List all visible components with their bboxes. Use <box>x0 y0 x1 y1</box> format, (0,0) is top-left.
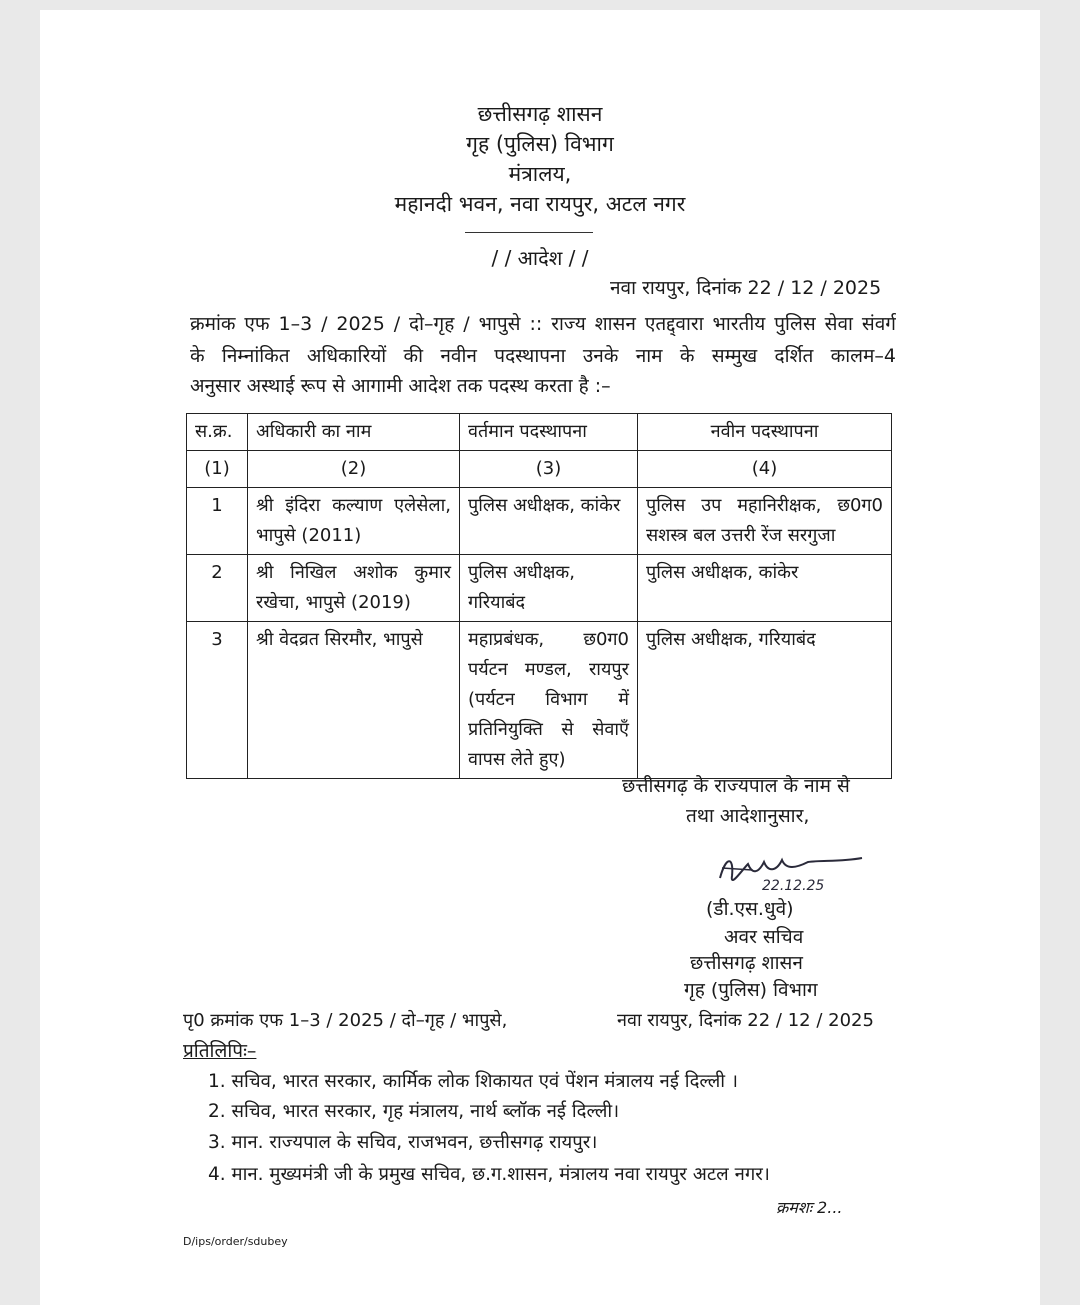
serial-number: 1 <box>187 488 248 555</box>
copy-recipient: 1. सचिव, भारत सरकार, कार्मिक लोक शिकायत एवं पेंशन मंत्रालय नई दिल्ली । <box>208 1071 738 1092</box>
new-posting: पुलिस उप महानिरीक्षक, छ0ग0 सशस्त्र बल उत्तरी रेंज सरगुजा <box>638 488 892 555</box>
header-officer-name: अधिकारी का नाम <box>248 414 460 451</box>
table-row <box>187 622 892 779</box>
order-place-date: नवा रायपुर, दिनांक 22 / 12 / 2025 <box>610 277 882 299</box>
signatory-office-1: छत्तीसगढ़ शासन <box>690 952 803 974</box>
governor-order-line-2: तथा आदेशानुसार, <box>686 805 810 827</box>
header-new-posting: नवीन पदस्थापना <box>638 414 892 451</box>
signatory-designation: अवर सचिव <box>724 926 804 948</box>
copy-recipient: 3. मान. राज्यपाल के सचिव, राजभवन, छत्तीसगढ़ रायपुर। <box>208 1132 598 1153</box>
govt-name: छत्तीसगढ़ शासन <box>477 102 603 126</box>
file-code: D/ips/order/sdubey <box>183 1235 288 1248</box>
header-serial: स.क्र. <box>187 414 248 451</box>
current-posting: महाप्रबंधक, छ0ग0 पर्यटन मण्डल, रायपुर (पर्यटन विभाग में प्रतिनियुक्ति से सेवाएँ वापस लेते हुए) <box>460 622 638 779</box>
copy-to-label: प्रतिलिपिः– <box>183 1040 257 1062</box>
intro-line-2: के निम्नांकित अधिकारियों की नवीन पदस्थापना उनके नाम के सम्मुख दर्शित कालम–4 <box>190 345 896 367</box>
copy-recipient: 2. सचिव, भारत सरकार, गृह मंत्रालय, नार्थ ब्लॉक नई दिल्ली। <box>208 1101 620 1122</box>
intro-line-1: क्रमांक एफ 1–3 / 2025 / दो–गृह / भापुसे :: राज्य शासन एतद्द्वारा भारतीय पुलिस सेवा संवर्ग <box>190 313 896 335</box>
table-row <box>187 555 892 622</box>
column-number: (4) <box>638 451 892 488</box>
column-number: (1) <box>187 451 248 488</box>
table-row <box>187 488 892 555</box>
new-posting: पुलिस अधीक्षक, कांकेर <box>638 555 892 622</box>
posting-table <box>186 413 892 779</box>
department-name: गृह (पुलिस) विभाग <box>466 132 614 156</box>
new-posting: पुलिस अधीक्षक, गरियाबंद <box>638 622 892 779</box>
officer-name: श्री इंदिरा कल्याण एलेसेला, भापुसे (2011) <box>248 488 460 555</box>
signatory-name: (डी.एस.धुवे) <box>706 898 794 920</box>
table-header-row <box>187 414 892 451</box>
intro-line-3: अनुसार अस्थाई रूप से आगामी आदेश तक पदस्थ करता है :– <box>190 375 611 397</box>
column-number: (2) <box>248 451 460 488</box>
current-posting: पुलिस अधीक्षक, कांकेर <box>460 488 638 555</box>
endorsement-ref: पृ0 क्रमांक एफ 1–3 / 2025 / दो–गृह / भापुसे, <box>183 1010 508 1031</box>
header-current-posting: वर्तमान पदस्थापना <box>460 414 638 451</box>
signatory-office-2: गृह (पुलिस) विभाग <box>684 979 818 1001</box>
header-divider <box>465 232 593 233</box>
current-posting: पुलिस अधीक्षक, गरियाबंद <box>460 555 638 622</box>
signature-mark <box>712 848 872 898</box>
officer-name: श्री वेदव्रत सिरमौर, भापुसे <box>248 622 460 779</box>
office-address: महानदी भवन, नवा रायपुर, अटल नगर <box>394 192 686 216</box>
column-number: (3) <box>460 451 638 488</box>
endorsement-place-date: नवा रायपुर, दिनांक 22 / 12 / 2025 <box>617 1010 874 1031</box>
signature-date: 22.12.25 <box>762 878 825 894</box>
serial-number: 3 <box>187 622 248 779</box>
copy-recipient: 4. मान. मुख्यमंत्री जी के प्रमुख सचिव, छ.ग.शासन, मंत्रालय नवा रायपुर अटल नगर। <box>208 1164 770 1185</box>
continued-note: क्रमशः 2... <box>776 1198 843 1217</box>
ministry-label: मंत्रालय, <box>508 162 572 186</box>
officer-name: श्री निखिल अशोक कुमार रखेचा, भापुसे (2019) <box>248 555 460 622</box>
table-column-number-row <box>187 451 892 488</box>
order-title: / / आदेश / / <box>491 246 589 270</box>
serial-number: 2 <box>187 555 248 622</box>
governor-order-line-1: छत्तीसगढ़ के राज्यपाल के नाम से <box>622 775 850 797</box>
